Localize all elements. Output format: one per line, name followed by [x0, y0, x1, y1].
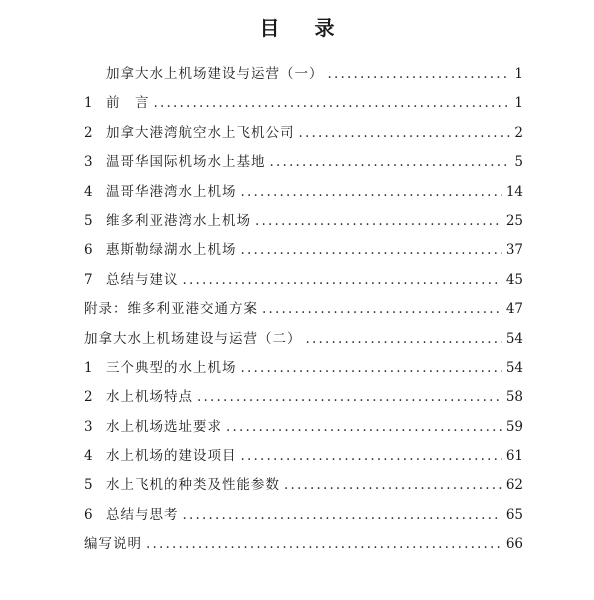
entry-number: 4 — [84, 183, 94, 200]
entry-page-number: 66 — [505, 536, 523, 553]
entry-title: 加拿大水上机场建设与运营（一） — [106, 66, 324, 82]
dot-leader — [241, 442, 502, 471]
toc-entry[interactable] — [84, 89, 523, 118]
toc-entry[interactable] — [84, 266, 523, 295]
table-of-contents — [84, 60, 523, 560]
entry-number: 5 — [84, 212, 94, 229]
entry-title: 加拿大水上机场建设与运营（二） — [84, 330, 302, 347]
toc-entry[interactable] — [84, 236, 523, 265]
entry-page-number: 62 — [505, 477, 523, 494]
entry-title: 水上机场特点 — [106, 389, 193, 406]
entry-number: 4 — [84, 448, 94, 465]
entry-page-number: 54 — [505, 330, 523, 347]
entry-title: 附录：维多利亚港交通方案 — [84, 301, 258, 318]
entry-title: 水上飞机的种类及性能参数 — [106, 477, 280, 494]
entry-number: 7 — [84, 271, 94, 288]
entry-title: 惠斯勒绿湖水上机场 — [106, 242, 237, 259]
entry-page-number: 61 — [505, 448, 523, 465]
entry-page-number: 1 — [514, 95, 523, 112]
entry-page-number: 1 — [514, 66, 523, 82]
entry-number: 6 — [84, 506, 94, 523]
entry-page-number: 37 — [505, 242, 523, 259]
toc-entry[interactable] — [84, 501, 523, 530]
entry-page-number: 25 — [505, 212, 523, 229]
dot-leader — [183, 266, 502, 295]
entry-page-number: 45 — [505, 271, 523, 288]
entry-title: 前 言 — [106, 95, 150, 112]
entry-title: 总结与思考 — [106, 506, 179, 523]
dot-leader — [284, 471, 502, 500]
toc-entry[interactable] — [84, 148, 523, 177]
toc-entry[interactable] — [84, 354, 523, 383]
dot-leader — [146, 530, 502, 559]
dot-leader — [262, 295, 502, 324]
entry-title: 编写说明 — [84, 536, 142, 553]
toc-entry[interactable] — [84, 471, 523, 500]
toc-entry[interactable] — [84, 530, 523, 559]
entry-page-number: 54 — [505, 359, 523, 376]
toc-entry[interactable] — [84, 60, 523, 89]
entry-title: 水上机场选址要求 — [106, 418, 222, 435]
toc-entry[interactable] — [84, 325, 523, 354]
entry-title: 总结与建议 — [106, 271, 179, 288]
toc-entry[interactable] — [84, 413, 523, 442]
entry-title: 温哥华港湾水上机场 — [106, 183, 237, 200]
entry-number: 3 — [84, 418, 94, 435]
entry-title: 温哥华国际机场水上基地 — [106, 154, 266, 171]
dot-leader — [183, 501, 502, 530]
toc-entry[interactable] — [84, 178, 523, 207]
dot-leader — [226, 413, 502, 442]
dot-leader — [270, 148, 511, 177]
entry-page-number: 14 — [505, 183, 523, 200]
entry-page-number: 2 — [514, 124, 523, 141]
dot-leader — [306, 325, 502, 354]
dot-leader — [241, 178, 502, 207]
entry-page-number: 5 — [514, 154, 523, 171]
dot-leader — [154, 89, 511, 118]
dot-leader — [197, 383, 502, 412]
page-title: 目 录 — [259, 16, 349, 40]
dot-leader — [241, 236, 502, 265]
entry-page-number: 47 — [505, 301, 523, 318]
entry-number: 3 — [84, 154, 94, 171]
dot-leader — [299, 119, 511, 148]
entry-number: 1 — [84, 95, 94, 112]
entry-page-number: 65 — [505, 506, 523, 523]
toc-entry[interactable] — [84, 295, 523, 324]
entry-title: 三个典型的水上机场 — [106, 359, 237, 376]
entry-number: 2 — [84, 124, 94, 141]
entry-number: 2 — [84, 389, 94, 406]
toc-entry[interactable] — [84, 119, 523, 148]
dot-leader — [328, 60, 511, 89]
entry-page-number: 59 — [505, 418, 523, 435]
entry-title: 加拿大港湾航空水上飞机公司 — [106, 124, 295, 141]
entry-number: 6 — [84, 242, 94, 259]
entry-page-number: 58 — [505, 389, 523, 406]
dot-leader — [255, 207, 502, 236]
entry-title: 水上机场的建设项目 — [106, 448, 237, 465]
toc-entry[interactable] — [84, 207, 523, 236]
dot-leader — [241, 354, 502, 383]
toc-entry[interactable] — [84, 383, 523, 412]
entry-number: 5 — [84, 477, 94, 494]
toc-entry[interactable] — [84, 442, 523, 471]
entry-number: 1 — [84, 359, 94, 376]
entry-title: 维多利亚港湾水上机场 — [106, 212, 251, 229]
